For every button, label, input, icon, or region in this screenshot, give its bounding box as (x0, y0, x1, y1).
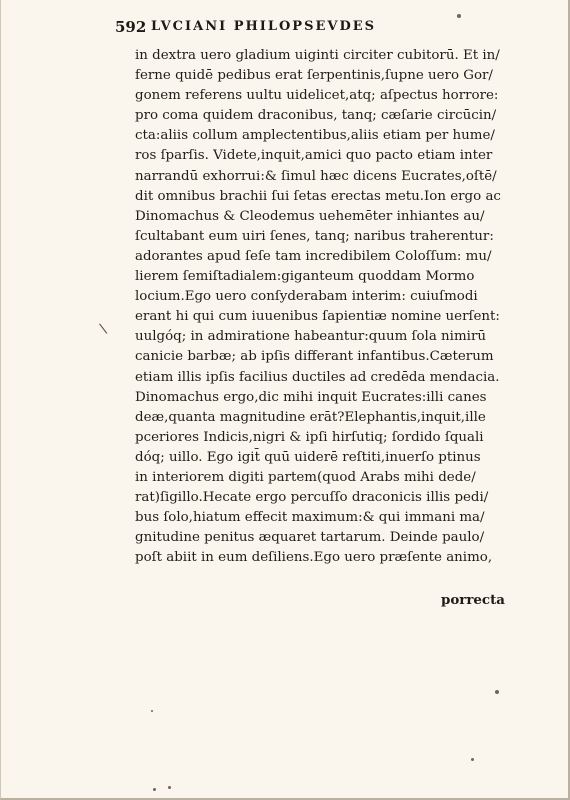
ink-speck (168, 786, 171, 789)
ink-speck (457, 14, 461, 18)
ink-speck (153, 788, 156, 791)
text-line: Dinomachus ergo,dic mihi inquit Eucrates:illi canes (135, 389, 487, 405)
text-line: dóq; uillo. Ego igit̄ quū uiderē reſtiti,inuerſo ptinus (135, 449, 481, 465)
page-number: 592 (115, 18, 147, 36)
text-line: ros ſparſis. Videte,inquit,amici quo pacto etiam inter (135, 148, 493, 164)
text-line: deæ,quanta magnitudine erāt?Elephantis,inquit,ille (135, 409, 486, 425)
text-line: in dextra uero gladium uiginti circiter cubitorū. Et in/ (135, 48, 500, 63)
catchword: porrecta (441, 592, 505, 608)
text-line: gonem referens uultu uidelicet,atq; aſpectus horrore: (135, 88, 499, 104)
text-line: dit omnibus brachii ſui ſetas erectas metu.Ion ergo ac (135, 188, 501, 204)
ink-speck (471, 758, 474, 761)
running-title: LVCIANI PHILOPSEVDES (151, 19, 377, 34)
text-line: poſt abiit in eum deſiliens.Ego uero præſente animo, (135, 550, 493, 566)
text-line: narrandū exhorrui:& ſimul hæc dicens Eucrates,oſtē/ (135, 168, 497, 184)
text-line: bus ſolo,hiatum effecit maximum:& qui immani ma/ (135, 510, 485, 526)
text-line: in interiorem digiti partem(quod Arabs mihi dede/ (135, 469, 476, 485)
text-line: rat)ſigillo.Hecate ergo percuſſo draconicis illis pedi/ (135, 490, 489, 506)
ink-speck (495, 690, 499, 694)
text-line: pceriores Indicis,nigri & ipſi hirſutiq; ſordido ſquali (135, 429, 484, 445)
text-line: etiam illis ipſis facilius ductiles ad credēda mendacia. (135, 369, 500, 385)
text-line: ſcultabant eum uiri ſenes, tanq; naribus traherentur: (135, 228, 494, 244)
body-text (135, 46, 517, 568)
text-line: lierem ſemiſtadialem:giganteum quoddam Mormo (135, 269, 475, 285)
text-line: adorantes apud ſeſe tam incredibilem Coloſſum: mu/ (135, 248, 492, 264)
text-line: locium.Ego uero conſyderabam interim: cuiuſmodi (135, 289, 478, 305)
text-line: pro coma quidem draconibus, tanq; cæſarie circūcin/ (135, 108, 497, 124)
text-line: erant hi qui cum iuuenibus ſapientiæ nomine uerſent: (135, 309, 500, 325)
text-line: Dinomachus & Cleodemus uehemēter inhiantes au/ (135, 208, 485, 224)
page-header (115, 18, 515, 40)
text-line: canicie barbæ; ab ipſis differant infantibus.Cæterum (135, 349, 494, 365)
ink-speck (151, 710, 153, 712)
margin-mark: \ (98, 320, 109, 338)
text-line: ferne quidē pedibus erat ſerpentinis,ſupne uero Gor/ (135, 68, 493, 84)
text-line: cta:aliis collum amplectentibus,aliis etiam per hume/ (135, 128, 495, 144)
text-line: uulgóq; in admiratione habeantur:quum ſola nimirū (135, 329, 486, 345)
text-line: gnitudine penitus æquaret tartarum. Deinde paulo/ (135, 530, 485, 546)
